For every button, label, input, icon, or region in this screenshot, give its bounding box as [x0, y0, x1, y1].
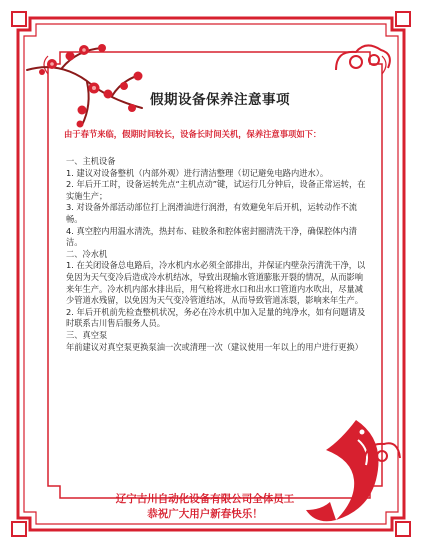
footer-line: 辽宁古川自动化设备有限公司全体员工	[115, 493, 295, 505]
cloud-swirl-icon	[360, 432, 404, 472]
footer-line: 恭祝广大用户新春快乐！	[147, 508, 263, 520]
cloud-swirl-icon	[326, 40, 396, 80]
list-item: 1. 建议对设备整机（内部外观）进行清洁整理（切记避免电路内进水）。	[66, 167, 329, 178]
intro-text: 由于春节来临，假期时间较长，设备长时间关机，保养注意事项如下：	[64, 129, 322, 139]
list-item: 2. 年后开工时，设备运转先点“主机点动”键，试运行几分钟后，设备正常运转，在实施生产；	[66, 179, 366, 201]
list-item: 1. 在关闭设备总电路后，冷水机内水必须全部排出，并保证内壁杂污清洗干净，以免因为天气变冷后造成冷水机结冰，导致出现输水管道膨胀开裂的情况，从而影响来年生产。冷水机内部水排出后，用气枪将进水口和出水口管道内水吹出，尽量减少管道水残留，以免因为天气变冷管道结冰，从而导致管道冻裂，影响来年生产。	[66, 260, 366, 306]
list-item: 3. 对设备外部活动部位打上润滑油进行润滑，有效避免年后开机，运转动作不流畅。	[66, 202, 357, 224]
section-heading: 三、真空泵	[66, 329, 108, 340]
section-heading: 二、冷水机	[66, 248, 108, 259]
list-item: 年前建议对真空泵更换泵油一次或清理一次（建议使用一年以上的用户进行更换）	[66, 341, 363, 352]
list-item: 4. 真空腔内用温水清洗，热封布、硅胶条和腔体密封圈清洗干净，确保腔体内清洁。	[66, 225, 357, 248]
section-heading: 一、主机设备	[66, 156, 116, 166]
plum-blossom-branch-icon	[22, 30, 152, 130]
list-item: 2. 年后开机前先检查整机状况，务必在冷水机中加入足量的纯净水，如有问题请及时联系古川售后服务人员。	[66, 306, 366, 329]
footer-greeting	[60, 492, 350, 522]
notice-body	[66, 156, 371, 353]
page-title: 假期设备保养注意事项	[150, 92, 290, 108]
